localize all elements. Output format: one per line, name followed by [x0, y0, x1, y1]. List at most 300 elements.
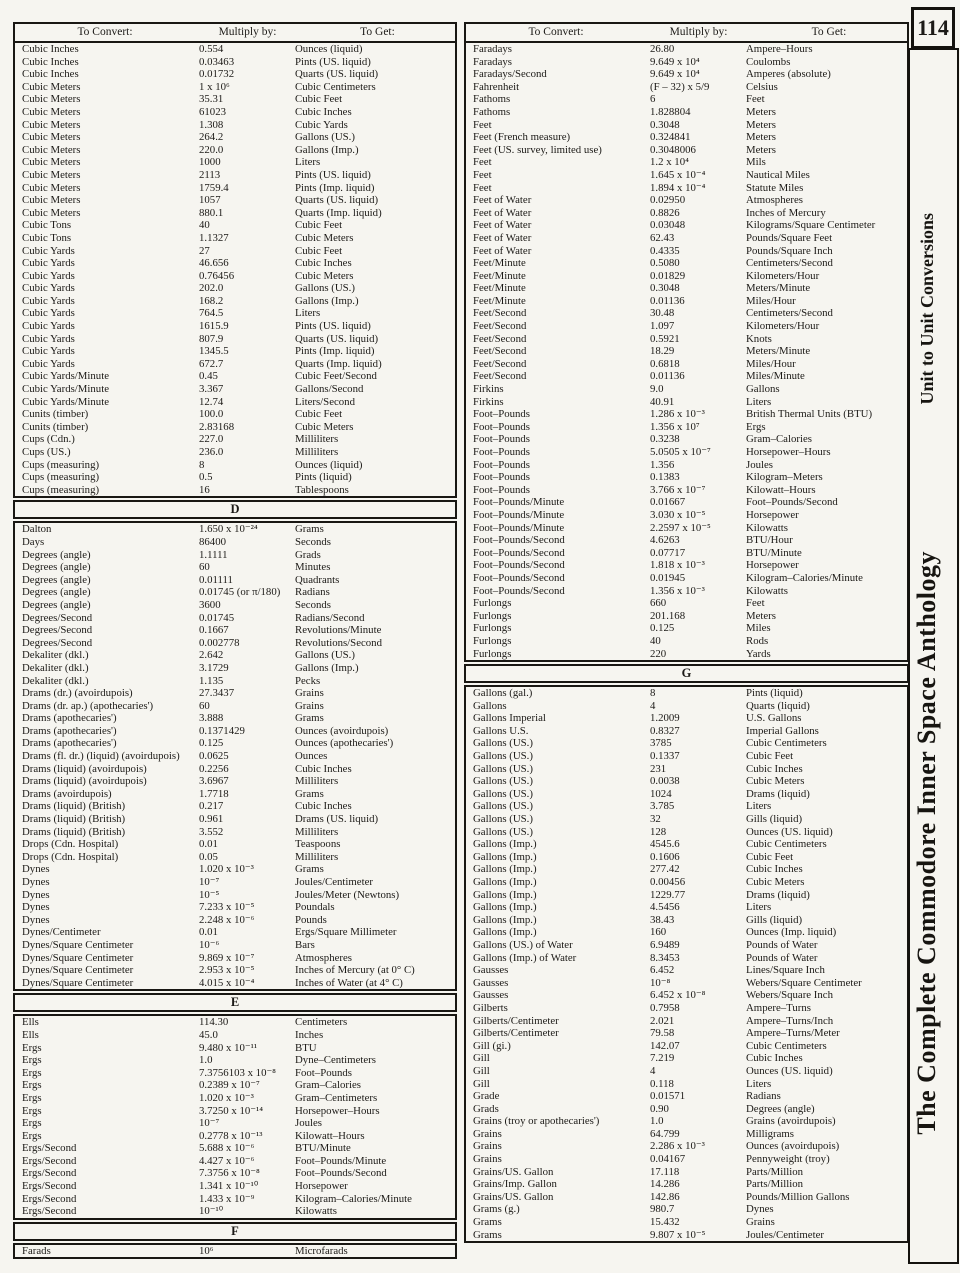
cell-to-convert: Degrees (angle)	[22, 548, 91, 561]
table-row	[15, 320, 455, 333]
cell-to-convert: Ergs/Second	[22, 1142, 77, 1155]
table-row	[466, 1191, 907, 1204]
cell-to-convert: Feet/Minute	[473, 257, 526, 270]
cell-to-convert: Drams (apothecaries')	[22, 737, 117, 750]
table-row	[15, 68, 455, 81]
cell-multiply-by: 660	[650, 597, 667, 610]
cell-multiply-by: 672.7	[199, 357, 224, 370]
cell-to-convert: Gallons (Imp.)	[473, 838, 537, 851]
table-row	[466, 1090, 907, 1103]
cell-to-convert: Ergs/Second	[22, 1180, 77, 1193]
table-row	[15, 1180, 455, 1193]
cell-to-convert: Cunits (timber)	[22, 420, 89, 433]
cell-to-convert: Foot–Pounds/Second	[473, 559, 565, 572]
table-row	[466, 370, 907, 383]
table-row	[466, 484, 907, 497]
cell-to-get: Grains	[295, 687, 324, 700]
cell-multiply-by: 40.91	[650, 395, 675, 408]
table-row	[466, 687, 907, 700]
table-row	[15, 1193, 455, 1206]
cell-multiply-by: 1.308	[199, 118, 224, 131]
cell-to-convert: Gallons (Imp.)	[473, 913, 537, 926]
cell-multiply-by: 0.3048006	[650, 143, 696, 156]
table-row	[15, 977, 455, 990]
cell-to-get: Pounds of Water	[746, 938, 818, 951]
cell-multiply-by: 9.649 x 10⁴	[650, 55, 700, 68]
cell-multiply-by: 1.286 x 10⁻³	[650, 408, 705, 421]
cell-to-get: Radians	[295, 586, 330, 599]
cell-multiply-by: 0.01829	[650, 269, 686, 282]
table-row	[15, 81, 455, 94]
table-row	[466, 788, 907, 801]
cell-to-get: Centimeters/Second	[746, 257, 833, 270]
cell-to-convert: Cubic Meters	[22, 168, 81, 181]
table-row	[466, 1002, 907, 1015]
table-row	[466, 876, 907, 889]
cell-multiply-by: 10⁻⁷	[199, 1117, 220, 1130]
cell-multiply-by: 6	[650, 93, 656, 106]
table-row	[15, 484, 455, 497]
cell-to-convert: Feet of Water	[473, 219, 532, 232]
cell-multiply-by: 16	[199, 483, 210, 496]
cell-multiply-by: 45.0	[199, 1028, 218, 1041]
table-row	[15, 1042, 455, 1055]
cell-to-convert: Foot–Pounds	[473, 420, 530, 433]
cell-to-convert: Grains/US. Gallon	[473, 1190, 554, 1203]
cell-to-get: Horsepower–Hours	[746, 446, 831, 458]
cell-to-get: Centimeters/Second	[746, 307, 833, 320]
conversion-table-left-column	[13, 22, 457, 1259]
cell-to-convert: Gill	[473, 1052, 490, 1065]
cell-to-get: Foot–Pounds/Minute	[295, 1154, 387, 1167]
cell-to-convert: Cups (US.)	[22, 446, 71, 458]
cell-to-get: Revolutions/Minute	[295, 624, 382, 637]
cell-to-get: Kilometers/Hour	[746, 269, 820, 282]
table-row	[15, 1054, 455, 1067]
table-row	[466, 926, 907, 939]
cell-multiply-by: 1.1111	[199, 548, 228, 561]
cell-to-get: Kilowatts	[746, 584, 788, 597]
cell-to-convert: Dekaliter (dkl.)	[22, 649, 89, 662]
cell-to-get: Kilowatt–Hours	[295, 1129, 365, 1142]
cell-to-convert: Drops (Cdn. Hospital)	[22, 850, 119, 863]
cell-multiply-by: 0.1606	[650, 850, 680, 863]
cell-multiply-by: 10⁻⁸	[650, 976, 671, 989]
cell-to-convert: Feet/Second	[473, 307, 527, 320]
cell-multiply-by: 12.74	[199, 395, 224, 408]
cell-to-convert: Drams (liquid) (British)	[22, 825, 126, 838]
cell-to-get: Kilometers/Hour	[746, 320, 820, 333]
cell-to-get: Milliliters	[295, 850, 339, 863]
cell-to-get: Cubic Meters	[746, 876, 805, 888]
cell-to-convert: Dynes/Square Centimeter	[22, 938, 134, 951]
table-row	[466, 509, 907, 522]
cell-multiply-by: 4.5456	[650, 901, 680, 914]
cell-to-get: Joules/Centimeter	[746, 1228, 824, 1241]
cell-to-convert: Gallons (Imp.)	[473, 876, 537, 888]
cell-to-convert: Grains/US. Gallon	[473, 1165, 554, 1178]
cell-to-convert: Dynes/Square Centimeter	[22, 964, 134, 977]
cell-to-get: Cubic Inches	[295, 762, 352, 775]
cell-multiply-by: 5.688 x 10⁻⁶	[199, 1142, 255, 1155]
table-row	[466, 144, 907, 157]
cell-to-get: Gallons (Imp.)	[295, 143, 359, 156]
cell-multiply-by: 27	[199, 244, 210, 257]
table-row	[15, 156, 455, 169]
cell-multiply-by: 8	[650, 687, 656, 700]
cell-to-get: Webers/Square Inch	[746, 989, 833, 1002]
cell-to-convert: Feet of Water	[473, 206, 532, 219]
cell-to-convert: Cubic Yards/Minute	[22, 383, 109, 396]
table-row	[466, 131, 907, 144]
cell-to-convert: Fathoms	[473, 105, 511, 118]
table-row	[15, 1117, 455, 1130]
table-row	[466, 712, 907, 725]
cell-to-convert: Gallons (US.)	[473, 737, 533, 750]
table-row	[466, 1166, 907, 1179]
cell-multiply-by: 0.125	[199, 737, 224, 750]
cell-to-get: Feet	[746, 93, 765, 106]
cell-to-get: Kilowatt–Hours	[746, 483, 816, 496]
table-row	[466, 901, 907, 914]
page-number	[911, 7, 955, 49]
cell-to-get: Drams (US. liquid)	[295, 813, 379, 826]
cell-to-convert: Ergs	[22, 1129, 42, 1142]
cell-to-convert: Cubic Yards	[22, 332, 75, 345]
cell-multiply-by: 1.020 x 10⁻³	[199, 1091, 254, 1104]
cell-to-get: Liters	[295, 156, 321, 169]
cell-to-convert: Grams	[473, 1228, 502, 1241]
cell-to-get: Cubic Meters	[295, 420, 354, 433]
cell-to-convert: Degrees/Second	[22, 636, 93, 649]
table-row	[466, 1178, 907, 1191]
cell-to-convert: Drams (avoirdupois)	[22, 787, 112, 800]
cell-multiply-by: 2.021	[650, 1014, 675, 1027]
cell-to-get: Cubic Feet/Second	[295, 370, 377, 383]
cell-multiply-by: 1.097	[650, 320, 675, 333]
table-row	[466, 433, 907, 446]
cell-multiply-by: 0.01745 (or π/180)	[199, 586, 281, 599]
cell-multiply-by: 7.219	[650, 1052, 675, 1065]
cell-multiply-by: 0.01	[199, 838, 218, 851]
cell-to-get: Inches of Mercury	[746, 206, 826, 219]
cell-multiply-by: 2.248 x 10⁻⁶	[199, 913, 255, 926]
cell-to-convert: Drams (dr. ap.) (apothecaries')	[22, 699, 154, 712]
cell-multiply-by: 61023	[199, 105, 226, 118]
table-row	[466, 1229, 907, 1242]
cell-multiply-by: 0.76456	[199, 269, 235, 282]
cell-to-convert: Degrees (angle)	[22, 561, 91, 574]
cell-multiply-by: 220.0	[199, 143, 224, 156]
cell-to-get: Quarts (Imp. liquid)	[295, 357, 382, 370]
cell-multiply-by: 2113	[199, 168, 221, 181]
cell-to-get: Nautical Miles	[746, 168, 810, 181]
cell-multiply-by: 0.2256	[199, 762, 229, 775]
cell-to-get: Ampere–Turns/Inch	[746, 1014, 834, 1027]
cell-to-convert: Foot–Pounds/Second	[473, 546, 565, 559]
table-row	[466, 295, 907, 308]
table-row	[466, 358, 907, 371]
table-row	[15, 788, 455, 801]
cell-to-convert: Feet/Second	[473, 357, 527, 370]
cell-multiply-by: 8	[199, 458, 205, 471]
cell-to-convert: Grains	[473, 1153, 502, 1166]
cell-multiply-by: 1759.4	[199, 181, 229, 194]
cell-to-convert: Degrees (angle)	[22, 573, 91, 586]
table-row	[15, 433, 455, 446]
cell-multiply-by: 17.118	[650, 1165, 680, 1178]
cell-to-convert: Gallons (US.)	[473, 775, 533, 788]
cell-to-convert: Drams (liquid) (avoirdupois)	[22, 775, 147, 788]
cell-to-get: Rods	[746, 634, 769, 647]
cell-to-get: Ounces (liquid)	[295, 43, 363, 55]
cell-to-convert: Cubic Meters	[22, 93, 81, 106]
cell-to-get: BTU/Minute	[746, 546, 802, 559]
table-row	[15, 207, 455, 220]
table-row	[466, 559, 907, 572]
cell-multiply-by: 6.452	[650, 964, 675, 977]
cell-to-get: Meters	[746, 105, 776, 118]
cell-multiply-by: 14.286	[650, 1178, 680, 1191]
cell-multiply-by: 6.9489	[650, 938, 680, 951]
conversion-table-section	[13, 1243, 457, 1260]
cell-multiply-by: 46.656	[199, 257, 229, 270]
table-row	[15, 1167, 455, 1180]
cell-to-convert: Dynes/Square Centimeter	[22, 951, 134, 964]
cell-to-convert: Cubic Meters	[22, 181, 81, 194]
table-row	[466, 1115, 907, 1128]
table-row	[15, 245, 455, 258]
cell-multiply-by: 9.869 x 10⁻⁷	[199, 951, 255, 964]
cell-to-get: Liters	[746, 1077, 772, 1090]
cell-to-convert: Gallons	[473, 699, 507, 712]
table-row	[466, 851, 907, 864]
cell-to-convert: Cubic Tons	[22, 219, 72, 232]
cell-to-convert: Grams (g.)	[473, 1203, 520, 1216]
cell-to-convert: Foot–Pounds	[473, 471, 530, 484]
table-row	[15, 396, 455, 409]
cell-multiply-by: 0.01571	[650, 1090, 686, 1103]
cell-to-convert: Gilberts	[473, 1001, 508, 1014]
table-header-row	[15, 24, 455, 43]
table-row	[15, 536, 455, 549]
table-row	[15, 446, 455, 459]
table-row	[15, 1155, 455, 1168]
cell-to-convert: Dynes/Square Centimeter	[22, 976, 134, 989]
cell-to-convert: Furlongs	[473, 597, 512, 610]
table-row	[15, 952, 455, 965]
table-row	[466, 345, 907, 358]
cell-multiply-by: 201.168	[650, 609, 686, 622]
cell-multiply-by: 1.645 x 10⁻⁴	[650, 168, 706, 181]
cell-to-get: Joules/Centimeter	[295, 876, 373, 888]
cell-to-get: Gallons (US.)	[295, 131, 355, 144]
cell-to-convert: Gallons (Imp.)	[473, 901, 537, 914]
conversion-table-section	[464, 22, 909, 662]
cell-to-convert: Days	[22, 535, 45, 548]
table-row	[466, 800, 907, 813]
cell-multiply-by: 2.2597 x 10⁻⁵	[650, 521, 711, 534]
cell-multiply-by: 3.7250 x 10⁻¹⁴	[199, 1104, 263, 1117]
cell-multiply-by: 0.04167	[650, 1153, 686, 1166]
cell-multiply-by: 6.452 x 10⁻⁸	[650, 989, 706, 1002]
cell-multiply-by: 1.356 x 10⁷	[650, 420, 700, 433]
cell-multiply-by: 1229.77	[650, 888, 686, 901]
column-header-multiply: Multiply by:	[669, 26, 728, 38]
cell-to-convert: Furlongs	[473, 647, 512, 660]
cell-to-convert: Foot–Pounds/Minute	[473, 496, 565, 509]
cell-to-convert: Gallons (Imp.)	[473, 888, 537, 901]
cell-multiply-by: 1.894 x 10⁻⁴	[650, 181, 706, 194]
cell-multiply-by: 0.5921	[650, 332, 680, 345]
cell-to-get: Revolutions/Second	[295, 636, 382, 649]
cell-multiply-by: 1.2009	[650, 712, 680, 725]
cell-to-convert: Grains	[473, 1140, 502, 1153]
cell-to-convert: Gallons Imperial	[473, 712, 546, 725]
table-row	[466, 1052, 907, 1065]
cell-to-get: Milligrams	[746, 1127, 794, 1140]
cell-to-get: Inches of Mercury (at 0° C)	[295, 964, 415, 977]
cell-to-get: Drams (liquid)	[746, 888, 810, 901]
cell-to-convert: Feet	[473, 156, 492, 169]
cell-to-get: BTU/Hour	[746, 534, 793, 547]
cell-multiply-by: 0.03463	[199, 55, 235, 68]
cell-to-convert: Cubic Meters	[22, 194, 81, 207]
cell-to-get: BTU	[295, 1041, 317, 1054]
cell-multiply-by: 0.5080	[650, 257, 680, 270]
cell-to-convert: Gallons (Imp.)	[473, 863, 537, 876]
cell-to-get: Liters	[746, 800, 772, 813]
cell-to-get: Cubic Feet	[295, 93, 343, 106]
cell-multiply-by: 227.0	[199, 433, 224, 446]
cell-multiply-by: 0.01111	[199, 573, 233, 586]
cell-multiply-by: 0.00456	[650, 876, 686, 888]
cell-multiply-by: 35.31	[199, 93, 224, 106]
cell-to-get: Inches	[295, 1028, 324, 1041]
cell-to-get: Lines/Square Inch	[746, 964, 825, 977]
cell-to-get: Gram–Centimeters	[295, 1091, 378, 1104]
table-row	[15, 574, 455, 587]
table-row	[466, 56, 907, 69]
table-row	[466, 459, 907, 472]
table-row	[15, 1142, 455, 1155]
cell-multiply-by: 8.3453	[650, 951, 680, 964]
cell-multiply-by: 5.0505 x 10⁻⁷	[650, 446, 711, 458]
cell-multiply-by: 15.432	[650, 1216, 680, 1229]
cell-multiply-by: 0.118	[650, 1077, 674, 1090]
cell-to-convert: Gausses	[473, 976, 509, 989]
table-row	[466, 307, 907, 320]
cell-to-convert: Ergs/Second	[22, 1154, 77, 1167]
cell-to-get: Ounces (avoirdupois)	[295, 724, 389, 737]
cell-multiply-by: 26.80	[650, 43, 675, 55]
column-header-get: To Get:	[811, 26, 847, 38]
table-row	[15, 421, 455, 434]
table-row	[15, 471, 455, 484]
cell-to-get: Grams	[295, 863, 324, 876]
cell-to-get: Miles/Minute	[746, 370, 805, 383]
cell-multiply-by: 114.30	[199, 1016, 229, 1029]
cell-multiply-by: 30.48	[650, 307, 675, 320]
cell-multiply-by: 1.356 x 10⁻³	[650, 584, 705, 597]
cell-multiply-by: 0.1337	[650, 750, 680, 763]
cell-multiply-by: 2.642	[199, 649, 224, 662]
cell-to-convert: Cubic Meters	[22, 131, 81, 144]
cell-multiply-by: 9.649 x 10⁴	[650, 68, 700, 81]
cell-to-convert: Foot–Pounds/Minute	[473, 508, 565, 521]
cell-to-convert: Drams (liquid) (British)	[22, 800, 126, 813]
table-row	[466, 725, 907, 738]
cell-to-convert: Cubic Yards/Minute	[22, 395, 109, 408]
table-row	[15, 307, 455, 320]
column-header-convert: To Convert:	[77, 26, 133, 38]
cell-multiply-by: 0.01667	[650, 496, 686, 509]
cell-to-get: Ampere–Turns	[746, 1001, 811, 1014]
table-row	[466, 194, 907, 207]
cell-multiply-by: 0.1667	[199, 624, 229, 637]
cell-multiply-by: 1024	[650, 787, 672, 800]
cell-to-convert: Grams	[473, 1216, 502, 1229]
cell-to-convert: Firkins	[473, 383, 504, 396]
cell-to-get: Horsepower	[746, 508, 799, 521]
cell-multiply-by: 2.286 x 10⁻³	[650, 1140, 705, 1153]
cell-multiply-by: 60	[199, 699, 210, 712]
cell-multiply-by: 0.3238	[650, 433, 680, 446]
cell-multiply-by: 231	[650, 762, 667, 775]
cell-to-get: Ounces (US. liquid)	[746, 1064, 833, 1077]
conversion-table-right-column	[464, 22, 909, 1243]
cell-to-get: Cubic Feet	[746, 750, 794, 763]
cell-to-convert: Furlongs	[473, 634, 512, 647]
cell-multiply-by: 1.356	[650, 458, 675, 471]
table-row	[15, 561, 455, 574]
cell-to-get: Cubic Feet	[295, 408, 343, 421]
cell-multiply-by: 3.785	[650, 800, 675, 813]
table-row	[15, 523, 455, 536]
table-row	[466, 421, 907, 434]
cell-to-convert: Feet	[473, 168, 492, 181]
cell-multiply-by: 1000	[199, 156, 221, 169]
cell-multiply-by: 1.0	[650, 1115, 664, 1128]
cell-multiply-by: 1.135	[199, 674, 224, 687]
table-row	[15, 232, 455, 245]
cell-to-convert: Gallons (Imp.) of Water	[473, 951, 577, 964]
cell-to-convert: Drams (liquid) (avoirdupois)	[22, 762, 147, 775]
cell-multiply-by: 0.217	[199, 800, 224, 813]
table-row	[15, 813, 455, 826]
table-row	[15, 194, 455, 207]
cell-multiply-by: 160	[650, 926, 667, 939]
cell-multiply-by: 0.02950	[650, 194, 686, 207]
cell-to-convert: Gallons (US.)	[473, 800, 533, 813]
cell-to-convert: Feet/Second	[473, 345, 527, 358]
table-row	[466, 977, 907, 990]
table-row	[466, 826, 907, 839]
cell-multiply-by: 1.650 x 10⁻²⁴	[199, 523, 258, 536]
cell-multiply-by: 3.766 x 10⁻⁷	[650, 483, 706, 496]
table-row	[466, 496, 907, 509]
table-row	[466, 939, 907, 952]
cell-to-convert: Furlongs	[473, 622, 512, 635]
cell-multiply-by: 9.0	[650, 383, 664, 396]
table-row	[15, 612, 455, 625]
cell-to-get: Webers/Square Centimeter	[746, 976, 862, 989]
cell-to-get: Tablespoons	[295, 483, 349, 496]
conversion-table-section	[13, 1014, 457, 1220]
table-row	[15, 370, 455, 383]
cell-to-convert: Dalton	[22, 523, 52, 536]
cell-to-get: Amperes (absolute)	[746, 68, 831, 81]
